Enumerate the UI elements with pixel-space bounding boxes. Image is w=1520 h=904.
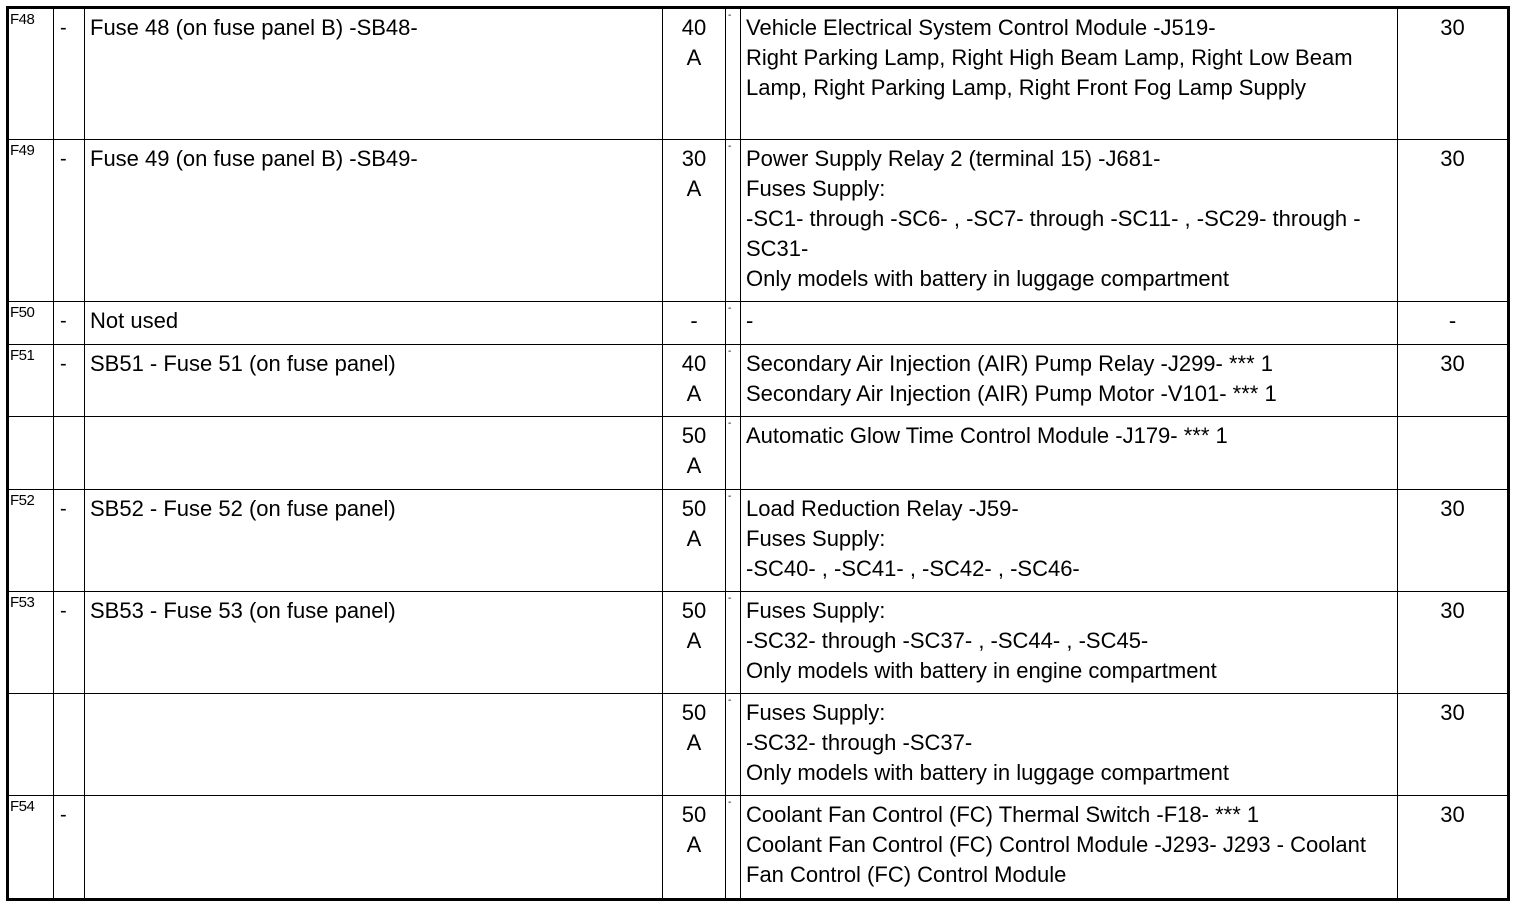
table-row [8,490,1509,592]
fuse-terminal: 30 [1398,796,1509,900]
table-row [8,140,1509,302]
mark-cell: - [726,8,741,140]
mark-cell: - [726,302,741,345]
table-row [8,592,1509,694]
fuse-name [85,694,663,796]
fuse-position: F52 [8,490,54,592]
function-line: Vehicle Electrical System Control Module -J519- [746,15,1216,40]
fuse-terminal: 30 [1398,694,1509,796]
function-line: Fuses Supply: [746,700,886,725]
mark-cell: - [726,417,741,490]
function-line: Secondary Air Injection (AIR) Pump Motor -V101- *** 1 [746,381,1277,406]
dash-cell: - [54,345,85,417]
fuse-name: Fuse 49 (on fuse panel B) -SB49- [85,140,663,302]
mark-cell: - [726,140,741,302]
fuse-function [741,694,1398,796]
fuse-amperage: 50 A [663,694,726,796]
fuse-amperage: 40 A [663,345,726,417]
function-line: Fuses Supply: [746,598,886,623]
fuse-position [8,417,54,490]
dash-cell: - [54,592,85,694]
fuse-function [741,490,1398,592]
fuse-amperage: 50 A [663,490,726,592]
fuse-name [85,417,663,490]
dash-cell: - [54,8,85,140]
fuse-amperage: - [663,302,726,345]
fuse-position: F54 [8,796,54,900]
table-row [8,302,1509,345]
fuse-function [741,796,1398,900]
fuse-function [741,140,1398,302]
fuse-position [8,694,54,796]
function-line: Automatic Glow Time Control Module -J179- *** 1 [746,423,1228,448]
fuse-terminal: 30 [1398,592,1509,694]
fuse-amperage: 30 A [663,140,726,302]
mark-cell: - [726,694,741,796]
fuse-terminal: 30 [1398,490,1509,592]
fuse-function [741,8,1398,140]
function-line: Right Parking Lamp, Right High Beam Lamp, Right Low Beam Lamp, Right Parking Lamp, Right Front Fog Lamp Supply [746,45,1353,100]
fuse-terminal: - [1398,302,1509,345]
fuse-terminal: 30 [1398,345,1509,417]
fuse-function [741,592,1398,694]
fuse-function [741,417,1398,490]
fuse-terminal: 30 [1398,140,1509,302]
fuse-name: SB52 - Fuse 52 (on fuse panel) [85,490,663,592]
dash-cell: - [54,490,85,592]
function-line: -SC32- through -SC37- , -SC44- , -SC45- [746,628,1149,653]
function-line: Only models with battery in engine compartment [746,658,1217,683]
function-line: - [746,308,754,333]
function-line: Fuses Supply: [746,176,886,201]
dash-cell [54,417,85,490]
fuse-amperage: 50 A [663,417,726,490]
fuse-position: F51 [8,345,54,417]
dash-cell [54,694,85,796]
table-row [8,796,1509,900]
mark-cell: - [726,345,741,417]
fuse-name: Fuse 48 (on fuse panel B) -SB48- [85,8,663,140]
fuse-name: SB53 - Fuse 53 (on fuse panel) [85,592,663,694]
function-line: Only models with battery in luggage compartment [746,760,1230,785]
function-line: Power Supply Relay 2 (terminal 15) -J681- [746,146,1161,171]
function-line: -SC40- , -SC41- , -SC42- , -SC46- [746,556,1080,581]
function-line: Coolant Fan Control (FC) Thermal Switch -F18- *** 1 [746,802,1260,827]
table-row [8,345,1509,417]
fuse-terminal [1398,417,1509,490]
fuse-function [741,302,1398,345]
function-line: -SC32- through -SC37- [746,730,973,755]
fuse-amperage: 50 A [663,592,726,694]
table-row [8,417,1509,490]
fuse-name [85,796,663,900]
fuse-position: F50 [8,302,54,345]
function-line: Fuses Supply: [746,526,886,551]
mark-cell: - [726,796,741,900]
dash-cell: - [54,140,85,302]
function-line: Only models with battery in luggage compartment [746,266,1230,291]
function-line: Secondary Air Injection (AIR) Pump Relay -J299- *** 1 [746,351,1274,376]
fuse-function [741,345,1398,417]
function-line: Load Reduction Relay -J59- [746,496,1019,521]
function-line: -SC1- through -SC6- , -SC7- through -SC11- , -SC29- through -SC31- [746,206,1361,261]
fuse-name: SB51 - Fuse 51 (on fuse panel) [85,345,663,417]
dash-cell: - [54,796,85,900]
fuse-amperage: 50 A [663,796,726,900]
table-row [8,694,1509,796]
fuse-terminal: 30 [1398,8,1509,140]
fuse-position: F48 [8,8,54,140]
fuse-position: F49 [8,140,54,302]
dash-cell: - [54,302,85,345]
table-row [8,8,1509,140]
mark-cell: - [726,592,741,694]
fuse-table [6,6,1510,901]
fuse-amperage: 40 A [663,8,726,140]
mark-cell: - [726,490,741,592]
fuse-name: Not used [85,302,663,345]
fuse-position: F53 [8,592,54,694]
function-line: Coolant Fan Control (FC) Control Module -J293- J293 - Coolant Fan Control (FC) Control Module [746,832,1366,887]
